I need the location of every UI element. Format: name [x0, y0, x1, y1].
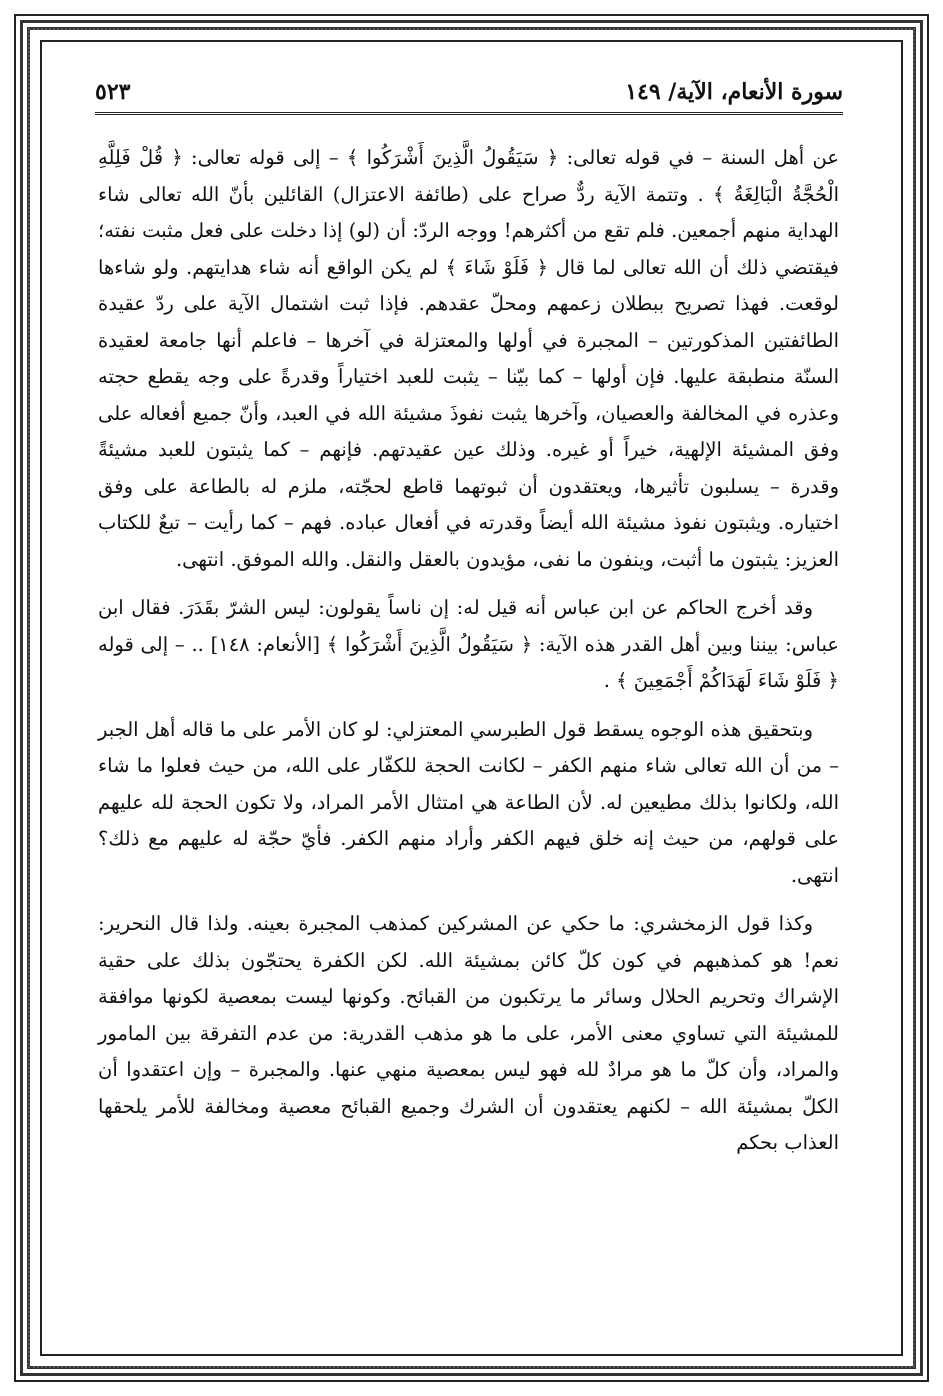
page-number: ٥٢٣	[95, 79, 131, 105]
paragraph-4: وكذا قول الزمخشري: ما حكي عن المشركين كمذهب المجبرة بعينه. ولذا قال النحرير: نعم! هو كمذهبهم في كون كلّ كائن بمشيئة الله. لكن الكفرة يحتجّون بذلك على حقية الإشراك وتحريم الحلال وسائر ما يرتكبون من القبائح. وكونها ليست بمعصية لكونها موافقة للمشيئة التي تساوي معنى الأمر، على ما هو مذهب القدرية: من عدم التفرقة بين المامور والمراد، وأن كلّ ما هو مرادٌ لله فهو ليس بمعصية منهي عنها. والمجبرة – وإن اعتقدوا أن الكلّ بمشيئة الله – لكنهم يعتقدون أن الشرك وجميع القبائح معصية ومخالفة للأمر يلحقها العذاب بحكم	[98, 912, 839, 1154]
paragraph-2: وقد أخرج الحاكم عن ابن عباس أنه قيل له: إن ناساً يقولون: ليس الشرّ بقَدَرَ. فقال ابن عباس: بيننا وبين أهل القدر هذه الآية: ﴿ سَيَقُولُ الَّذِينَ أَشْرَكُوا ﴾ [الأنعام: ١٤٨] .. – إلى قوله ﴿ فَلَوْ شَاءَ لَهَدَاكُمْ أَجْمَعِينَ ﴾ .	[98, 596, 840, 692]
paragraph-1: عن أهل السنة – في قوله تعالى: ﴿ سَيَقُولُ الَّذِينَ أَشْرَكُوا ﴾ – إلى قوله تعالى: ﴿ قُلْ فَلِلَّهِ الْحُجَّةُ الْبَالِغَةُ ﴾ . وتتمة الآية ردٌّ صراح على (طائفة الاعتزال) القائلين بأنّ الله تعالى شاء الهداية منهم أجمعين. فلم تقع من أكثرهم! ووجه الردّ: أن (لو) إذا دخلت على فعل مثبت نفته؛ فيقتضي ذلك أن الله تعالى لما قال ﴿ فَلَوْ شَاءَ ﴾ لم يكن الواقع أنه شاء هدايتهم. ولو شاءها لوقعت. فهذا تصريح ببطلان زعمهم ومحلّ عقدهم. فإذا ثبت اشتمال الآية على ردّ عقيدة الطائفتين المذكورتين – المجبرة في أولها والمعتزلة في آخرها – فاعلم أنها جامعة لعقيدة السنّة منطبقة عليها. فإن أولها – كما بيّنا – يثبت للعبد اختياراً وقدرةً على وجه يقطع حجته وعذره في المخالفة والعصيان، وآخرها يثبت نفوذَ مشيئة الله في العبد، وأنّ جميع أفعاله على وفق المشيئة الإلهية، خيراً أو غيره. وذلك عين عقيدتهم. فإنهم – كما يثبتون للعبد مشيئةً وقدرة – يسلبون تأثيرها، ويعتقدون أن ثبوتهما قاطع لحجّته، ملزم له بالطاعة على وفق اختياره. ويثبتون نفوذ مشيئة الله أيضاً وقدرته في أفعال عباده. فهم – كما رأيت – تبعٌ للكتاب العزيز: يثبتون ما أثبت، وينفون ما نفى، مؤيدون بالعقل والنقل. والله الموفق. انتهى.	[98, 146, 839, 571]
running-title: سورة الأنعام، الآية/ ١٤٩	[625, 79, 843, 105]
page-header	[95, 72, 843, 115]
main-text	[98, 140, 839, 1162]
paragraph-3: وبتحقيق هذه الوجوه يسقط قول الطبرسي المعتزلي: لو كان الأمر على ما قاله أهل الجبر – من أن الله تعالى شاء منهم الكفر – لكانت الحجة للكفّار على الله، من حيث فعلوا ما شاء الله، ولكانوا بذلك مطيعين له. لأن الطاعة هي امتثال الأمر المراد، ولا تكون الحجة لله عليهم على قولهم، من حيث إنه خلق فيهم الكفر وأراد منهم الكفر. فأيّ حجّة له عليهم مع ذلك؟ انتهى.	[98, 717, 839, 887]
